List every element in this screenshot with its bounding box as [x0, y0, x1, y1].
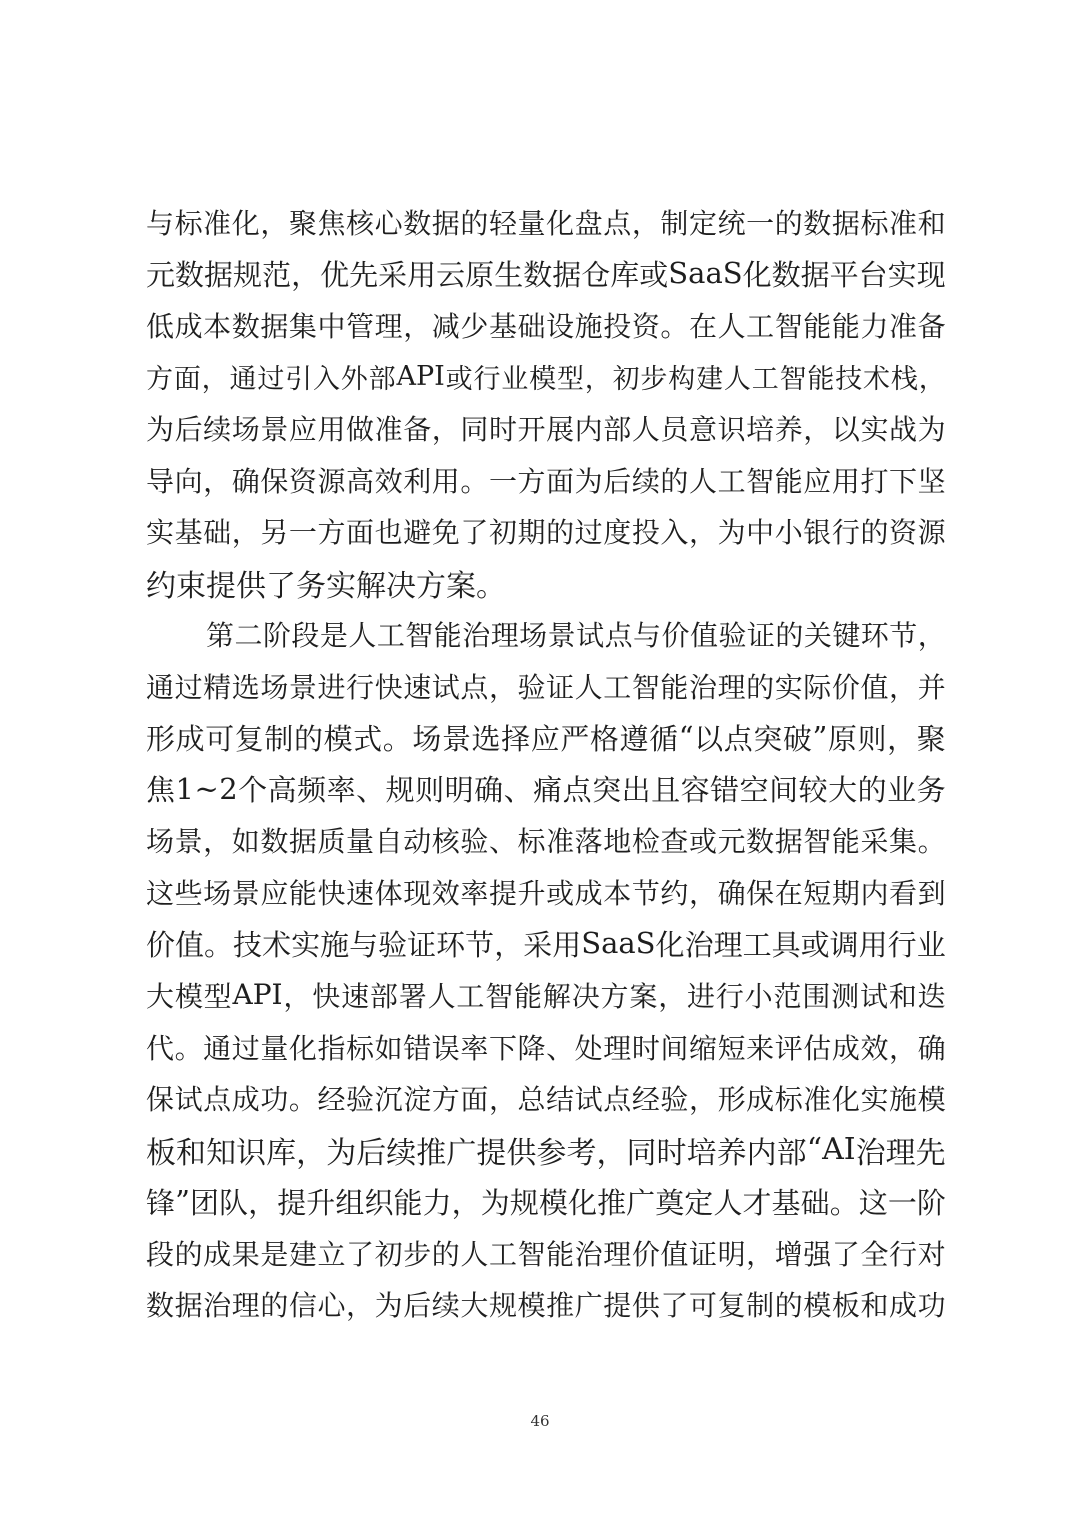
body-text — [146, 196, 946, 1330]
text-line: 板 和 知 识 库 ， 为 后 续 推 广 提 供 参 考 ， 同 时 培 养 内 部 “ AI 治 理 先 — [146, 1132, 946, 1171]
text-line: 实 基 础 ， 另 一 方 面 也 避 免 了 初 期 的 过 度 投 入 ， 为 中 小 银 行 的 资 源 — [146, 516, 946, 550]
text-line: 数 据 治 理 的 信 心 ， 为 后 续 大 规 模 推 广 提 供 了 可 复 制 的 模 板 和 成 功 — [146, 1289, 946, 1323]
text-line: 为 后 续 场 景 应 用 做 准 备 ， 同 时 开 展 内 部 人 员 意 识 培 养 ， 以 实 战 为 — [146, 412, 946, 446]
text-line: 元 数 据 规 范 ， 优 先 采 用 云 原 生 数 据 仓 库 或 SaaS 化 数 据 平 台 实 现 — [146, 256, 946, 292]
text-line: 价 值 。 技 术 实 施 与 验 证 环 节 ， 采 用 SaaS 化 治 理 工 具 或 调 用 行 业 — [146, 926, 946, 962]
page-number: 46 — [530, 1412, 550, 1430]
text-line: 焦 1 ~ 2 个 高 频 率 、 规 则 明 确 、 痛 点 突 出 且 容 错 空 间 较 大 的 业 务 — [146, 771, 946, 808]
text-line: 方 面 ， 通 过 引 入 外 部 API 或 行 业 模 型 ， 初 步 构 建 人 工 智 能 技 术 栈 ， — [146, 360, 946, 395]
text-line: 这 些 场 景 应 能 快 速 体 现 效 率 提 升 或 成 本 节 约 ， 确 保 在 短 期 内 看 到 — [146, 876, 946, 910]
text-line: 大 模 型 API ， 快 速 部 署 人 工 智 能 解 决 方 案 ， 进 行 小 范 围 测 试 和 迭 — [146, 978, 946, 1013]
text-line: 形 成 可 复 制 的 模 式 。 场 景 选 择 应 严 格 遵 循 “ 以 点 突 破 ” 原 则 ， 聚 — [146, 720, 946, 756]
text-line: 锋 ” 团 队 ， 提 升 组 织 能 力 ， 为 规 模 化 推 广 奠 定 人 才 基 础 。 这 一 阶 — [146, 1184, 946, 1220]
text-line: 低 成 本 数 据 集 中 管 理 ， 减 少 基 础 设 施 投 资 。 在 人 工 智 能 能 力 准 备 — [146, 309, 946, 343]
text-line: 场 景 ， 如 数 据 质 量 自 动 核 验 、 标 准 落 地 检 查 或 元 数 据 智 能 采 集 。 — [146, 825, 946, 859]
text-line: 约束提供了务实解决方案。 — [146, 568, 506, 604]
text-line: 代 。 通 过 量 化 指 标 如 错 误 率 下 降 、 处 理 时 间 缩 短 来 评 估 成 效 ， 确 — [146, 1031, 946, 1065]
text-line: 通 过 精 选 场 景 进 行 快 速 试 点 ， 验 证 人 工 智 能 治 理 的 实 际 价 值 ， 并 — [146, 670, 946, 704]
text-line: 第 二 阶 段 是 人 工 智 能 治 理 场 景 试 点 与 价 值 验 证 的 关 键 环 节 ， — [206, 619, 946, 653]
text-line: 段 的 成 果 是 建 立 了 初 步 的 人 工 智 能 治 理 价 值 证 明 ， 增 强 了 全 行 对 — [146, 1237, 946, 1271]
text-line: 与 标 准 化 ， 聚 焦 核 心 数 据 的 轻 量 化 盘 点 ， 制 定 统 一 的 数 据 标 准 和 — [146, 206, 946, 240]
text-line: 导 向 ， 确 保 资 源 高 效 利 用 。 一 方 面 为 后 续 的 人 工 智 能 应 用 打 下 坚 — [146, 464, 946, 498]
text-line: 保 试 点 成 功 。 经 验 沉 淀 方 面 ， 总 结 试 点 经 验 ， 形 成 标 准 化 实 施 模 — [146, 1083, 946, 1117]
